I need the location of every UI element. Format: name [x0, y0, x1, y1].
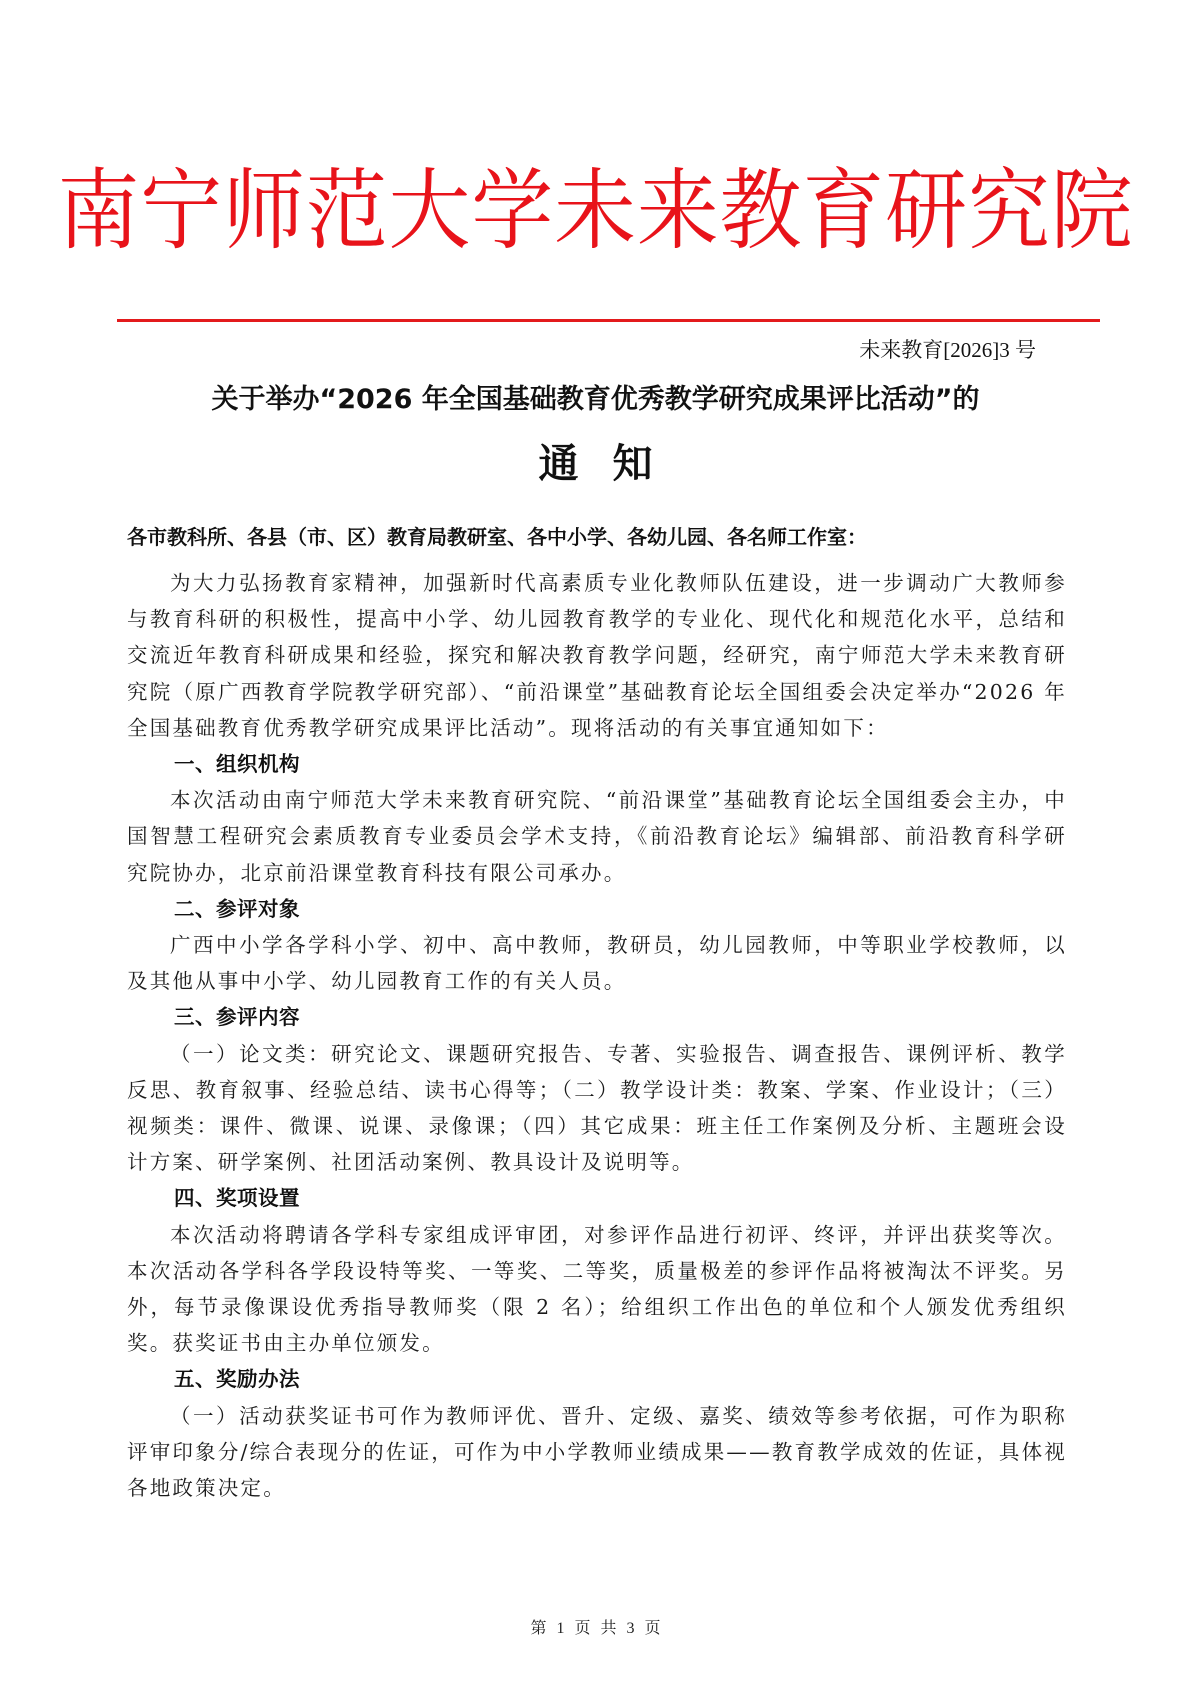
- document-number: 未来教育[2026]3 号: [859, 338, 1036, 362]
- section-heading-organization: 一、组织机构: [174, 752, 300, 777]
- red-separator-rule: [117, 319, 1100, 322]
- addressee-line: 各市教科所、各县（市、区）教育局教研室、各中小学、各幼儿园、各名师工作室：: [127, 525, 867, 549]
- section-paragraph: （一）论文类：研究论文、课题研究报告、专著、实验报告、调查报告、课例评析、教学反思、教育叙事、经验总结、读书心得等；（二）教学设计类：教案、学案、作业设计；（三）视频类：课件、微课、说课、录像课；（四）其它成果：班主任工作案例及分析、主题班会设计方案、研学案例、社团活动案例、教具设计及说明等。: [127, 1041, 1067, 1175]
- section-heading-rewards: 五、奖励办法: [174, 1367, 300, 1392]
- notice-body: [127, 565, 1067, 1506]
- section-heading-awards: 四、奖项设置: [174, 1186, 300, 1211]
- notice-subject-line: 关于举办“2026 年全国基础教育优秀教学研究成果评比活动”的: [211, 384, 980, 415]
- section-paragraph: （一）活动获奖证书可作为教师评优、晋升、定级、嘉奖、绩效等参考依据，可作为职称评审印象分/综合表现分的佐证，可作为中小学教师业绩成果——教育教学成效的佐证，具体视各地政策决定。: [127, 1403, 1067, 1501]
- section-paragraph: 本次活动将聘请各学科专家组成评审团，对参评作品进行初评、终评，并评出获奖等次。本次活动各学科各学段设特等奖、一等奖、二等奖，质量极差的参评作品将被淘汰不评奖。另外，每节录像课设优秀指导教师奖（限 2 名）；给组织工作出色的单位和个人颁发优秀组织奖。获奖证书由主办单位颁发。: [127, 1222, 1067, 1356]
- section-heading-content: 三、参评内容: [174, 1005, 300, 1030]
- section-paragraph: 本次活动由南宁师范大学未来教育研究院、“前沿课堂”基础教育论坛全国组委会主办，中国智慧工程研究会素质教育专业委员会学术支持，《前沿教育论坛》编辑部、前沿教育科学研究院协办，北京前沿课堂教育科技有限公司承办。: [127, 788, 1067, 885]
- page-number-footer: 第 1 页 共 3 页: [530, 1620, 661, 1637]
- intro-paragraph: 为大力弘扬教育家精神，加强新时代高素质专业化教师队伍建设，进一步调动广大教师参与教育科研的积极性，提高中小学、幼儿园教育教学的专业化、现代化和规范化水平，总结和交流近年教育科研成果和经验，探究和解决教育教学问题，经研究，南宁师范大学未来教育研究院（原广西教育学院教学研究部）、“前沿课堂”基础教育论坛全国组委会决定举办“2026 年全国基础教育优秀教学研究成果评比活动”。现将活动的有关事宜通知如下：: [127, 571, 1067, 740]
- section-heading-participants: 二、参评对象: [174, 896, 300, 921]
- section-paragraph: 广西中小学各学科小学、初中、高中教师，教研员，幼儿园教师，中等职业学校教师，以及其他从事中小学、幼儿园教育工作的有关人员。: [127, 933, 1067, 994]
- institution-masthead: 南宁师范大学未来教育研究院: [57, 164, 1134, 261]
- notice-title: 通知: [538, 441, 687, 487]
